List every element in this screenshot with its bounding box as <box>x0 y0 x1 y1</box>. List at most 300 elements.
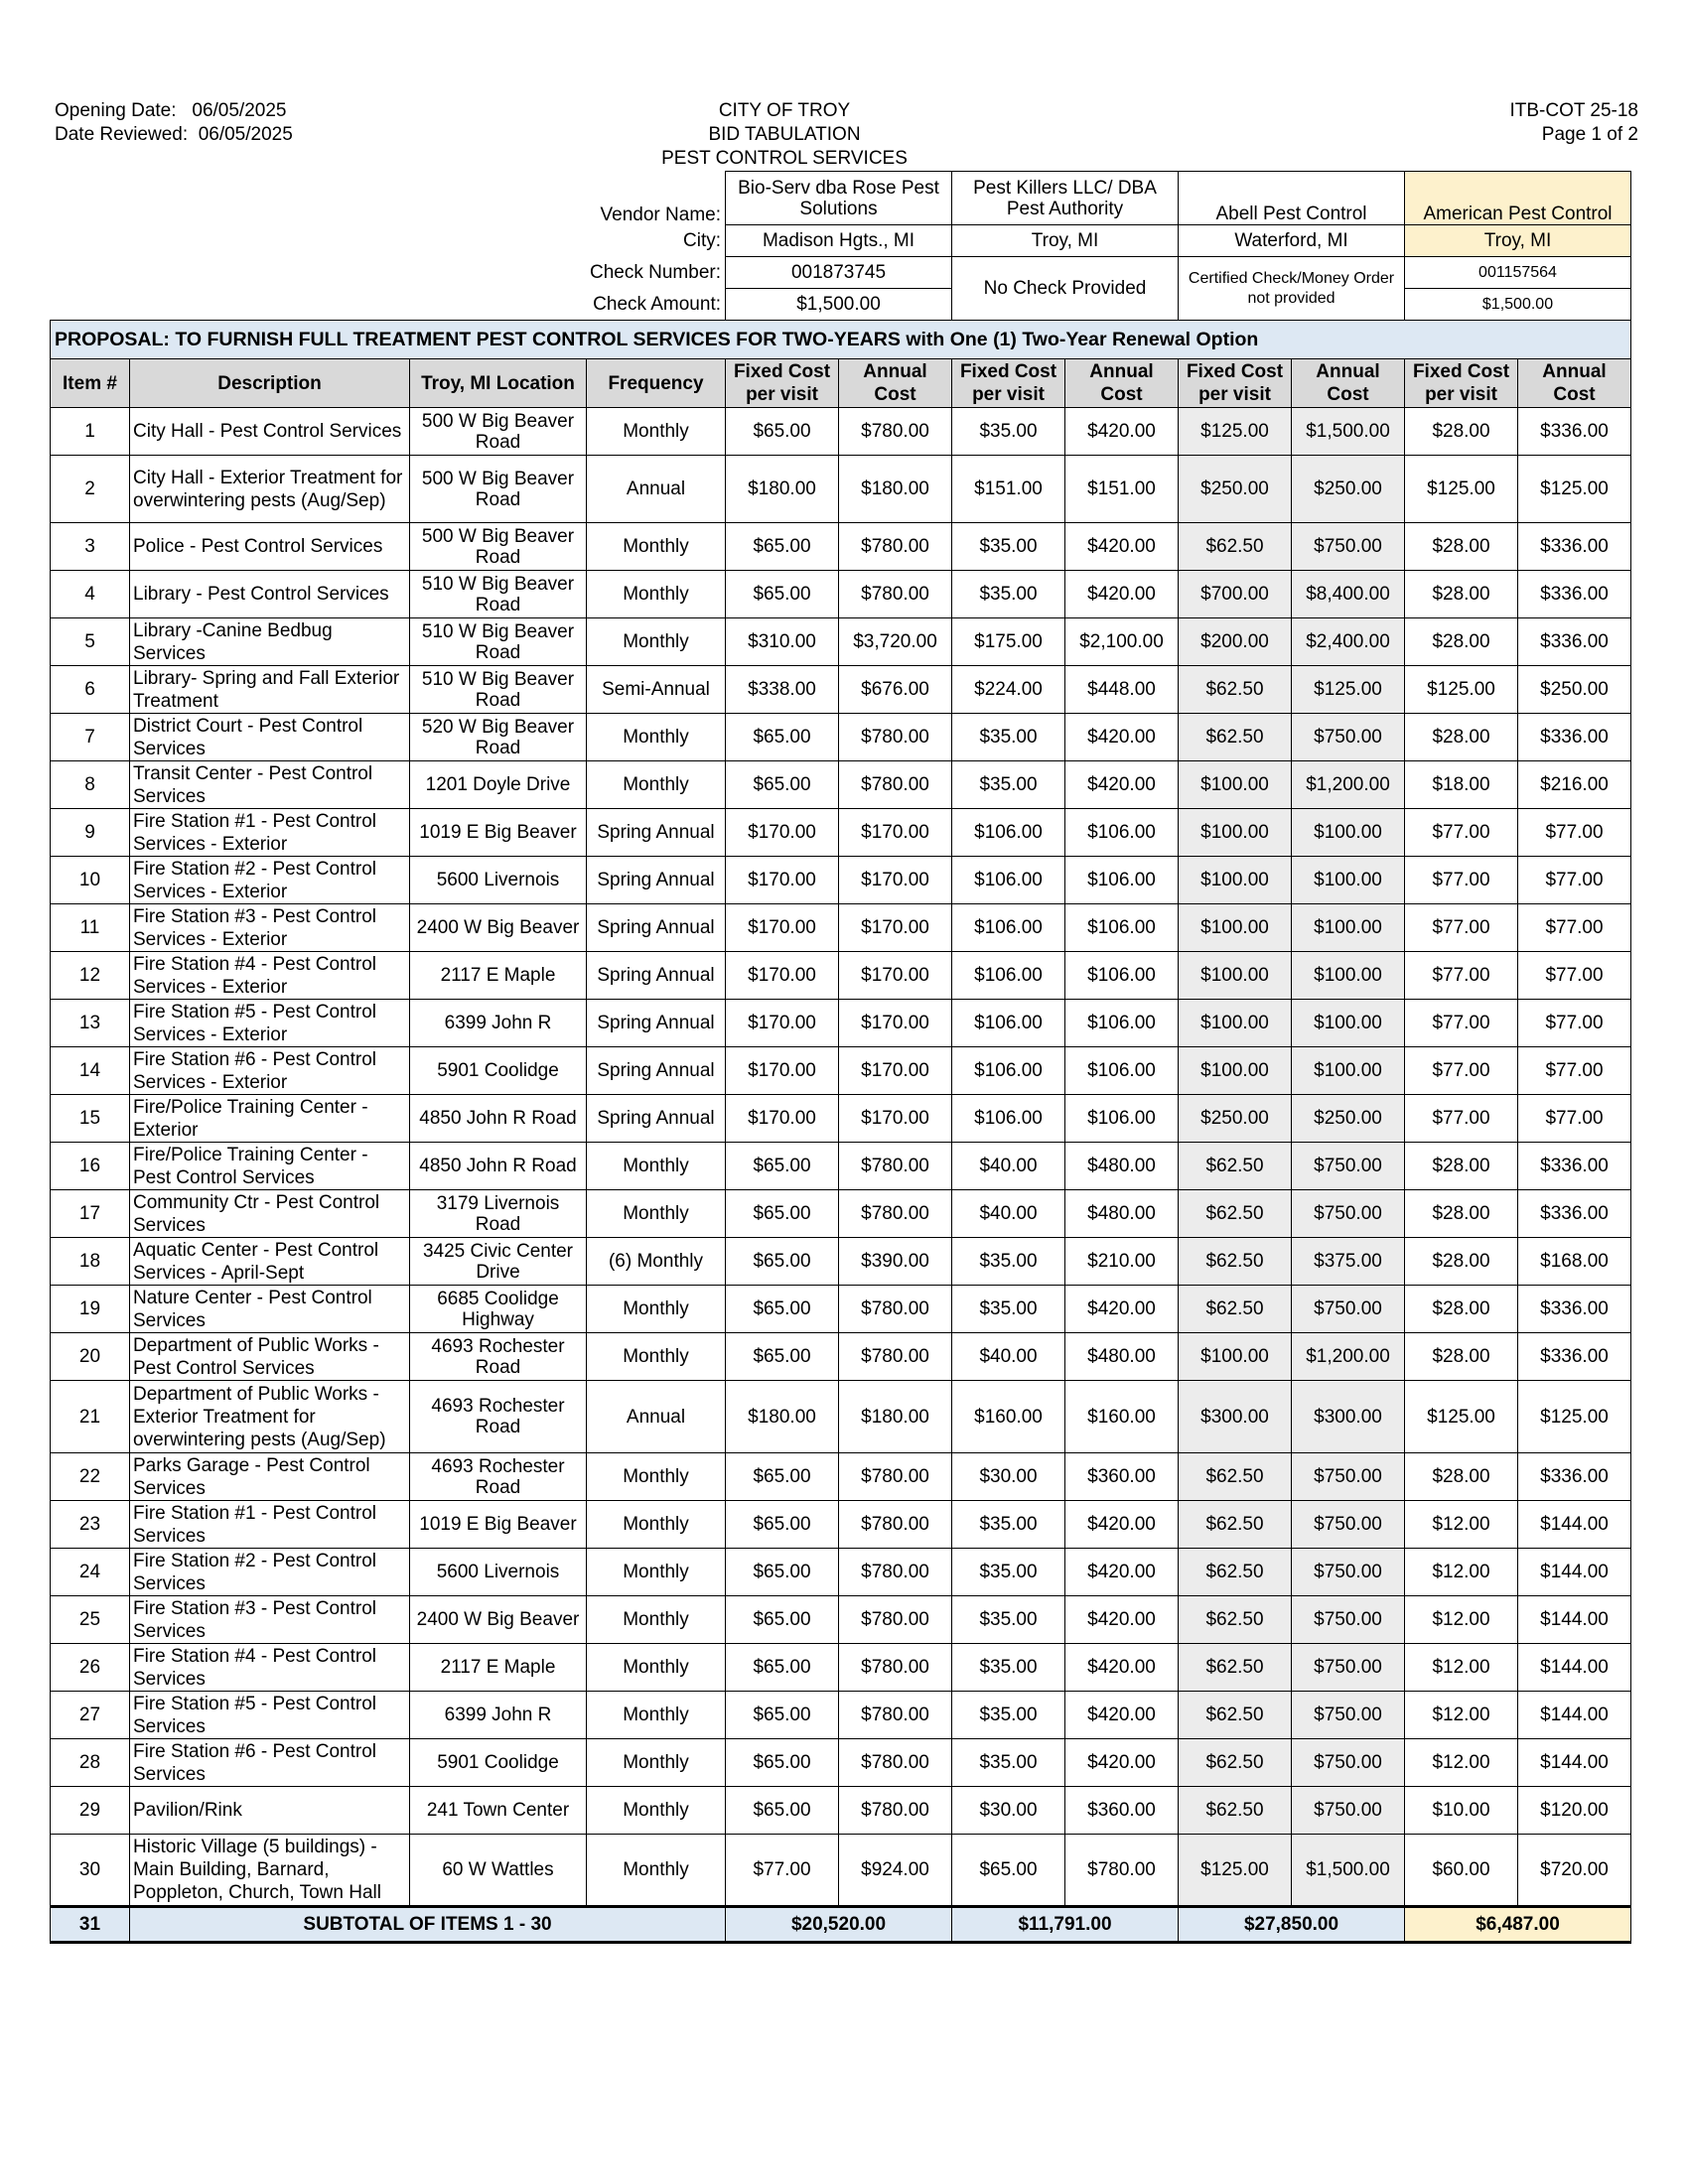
fixed-cost-vendor-4: $28.00 <box>1405 1333 1518 1381</box>
annual-cost-vendor-1: $780.00 <box>839 1190 952 1238</box>
annual-cost-vendor-1: $780.00 <box>839 1787 952 1835</box>
col-frequency: Frequency <box>587 359 726 408</box>
fixed-cost-vendor-1: $77.00 <box>726 1835 839 1907</box>
fixed-cost-vendor-3: $100.00 <box>1179 1333 1292 1381</box>
vendor-city-4: Troy, MI <box>1405 225 1631 257</box>
fixed-cost-vendor-4: $77.00 <box>1405 1000 1518 1047</box>
annual-cost-vendor-1: $676.00 <box>839 666 952 714</box>
fixed-cost-vendor-1: $170.00 <box>726 809 839 857</box>
fixed-cost-vendor-2: $35.00 <box>952 1549 1065 1596</box>
item-frequency: Monthly <box>587 1692 726 1739</box>
fixed-cost-vendor-1: $310.00 <box>726 618 839 666</box>
annual-cost-vendor-3: $750.00 <box>1292 714 1405 761</box>
fixed-cost-vendor-1: $65.00 <box>726 408 839 456</box>
fixed-cost-vendor-3: $62.50 <box>1179 1692 1292 1739</box>
table-row <box>51 1596 1631 1644</box>
annual-cost-vendor-3: $750.00 <box>1292 1453 1405 1501</box>
fixed-cost-vendor-2: $35.00 <box>952 1739 1065 1787</box>
annual-cost-vendor-2: $106.00 <box>1065 857 1179 904</box>
annual-cost-vendor-4: $336.00 <box>1518 714 1631 761</box>
item-number: 19 <box>51 1286 130 1333</box>
fixed-cost-vendor-2: $30.00 <box>952 1787 1065 1835</box>
item-location: 510 W Big Beaver Road <box>410 571 587 618</box>
annual-cost-vendor-1: $780.00 <box>839 1333 952 1381</box>
fixed-cost-vendor-4: $77.00 <box>1405 1095 1518 1143</box>
item-description: Fire Station #4 - Pest Control Services - Exterior <box>130 952 410 1000</box>
item-description: Transit Center - Pest Control Services <box>130 761 410 809</box>
fixed-cost-vendor-4: $77.00 <box>1405 1047 1518 1095</box>
item-description: Department of Public Works - Exterior Treatment for overwintering pests (Aug/Sep) <box>130 1381 410 1453</box>
item-description: District Court - Pest Control Services <box>130 714 410 761</box>
fixed-cost-vendor-3: $62.50 <box>1179 714 1292 761</box>
item-description: Library - Pest Control Services <box>130 571 410 618</box>
fixed-cost-vendor-1: $65.00 <box>726 1739 839 1787</box>
item-number: 1 <box>51 408 130 456</box>
opening-date-label: Opening Date: <box>55 100 177 121</box>
annual-cost-vendor-4: $125.00 <box>1518 1381 1631 1453</box>
item-number: 18 <box>51 1238 130 1286</box>
annual-cost-vendor-1: $780.00 <box>839 1143 952 1190</box>
col-annual-cost-1: Annual Cost <box>839 359 952 408</box>
annual-cost-vendor-4: $77.00 <box>1518 857 1631 904</box>
annual-cost-vendor-1: $924.00 <box>839 1835 952 1907</box>
fixed-cost-vendor-1: $65.00 <box>726 1596 839 1644</box>
item-location: 520 W Big Beaver Road <box>410 714 587 761</box>
fixed-cost-vendor-1: $180.00 <box>726 456 839 523</box>
fixed-cost-vendor-3: $62.50 <box>1179 1286 1292 1333</box>
vendor-check-number-1: 001873745 <box>726 257 952 289</box>
item-description: Library -Canine Bedbug Services <box>130 618 410 666</box>
annual-cost-vendor-1: $780.00 <box>839 1596 952 1644</box>
city-row <box>51 225 1631 257</box>
item-location: 6685 Coolidge Highway <box>410 1286 587 1333</box>
fixed-cost-vendor-4: $125.00 <box>1405 1381 1518 1453</box>
fixed-cost-vendor-3: $100.00 <box>1179 1047 1292 1095</box>
annual-cost-vendor-3: $750.00 <box>1292 1739 1405 1787</box>
annual-cost-vendor-4: $77.00 <box>1518 1047 1631 1095</box>
table-row <box>51 618 1631 666</box>
item-frequency: Monthly <box>587 571 726 618</box>
fixed-cost-vendor-4: $28.00 <box>1405 1453 1518 1501</box>
item-frequency: Monthly <box>587 1596 726 1644</box>
item-number: 16 <box>51 1143 130 1190</box>
annual-cost-vendor-4: $250.00 <box>1518 666 1631 714</box>
fixed-cost-vendor-4: $28.00 <box>1405 523 1518 571</box>
vendor-check-amount-4: $1,500.00 <box>1405 289 1631 321</box>
page-number: Page 1 of 2 <box>1541 124 1638 145</box>
fixed-cost-vendor-4: $28.00 <box>1405 618 1518 666</box>
fixed-cost-vendor-1: $65.00 <box>726 1549 839 1596</box>
item-description: City Hall - Pest Control Services <box>130 408 410 456</box>
item-location: 5901 Coolidge <box>410 1047 587 1095</box>
fixed-cost-vendor-2: $106.00 <box>952 809 1065 857</box>
item-number: 6 <box>51 666 130 714</box>
annual-cost-vendor-3: $100.00 <box>1292 952 1405 1000</box>
annual-cost-vendor-3: $2,400.00 <box>1292 618 1405 666</box>
item-description: Fire Station #2 - Pest Control Services - Exterior <box>130 857 410 904</box>
vendor-check-note-3: Certified Check/Money Order not provided <box>1179 257 1405 321</box>
subtotal-row <box>51 1907 1631 1943</box>
annual-cost-vendor-3: $750.00 <box>1292 1692 1405 1739</box>
dates-block <box>55 99 293 147</box>
fixed-cost-vendor-1: $65.00 <box>726 1692 839 1739</box>
item-number: 15 <box>51 1095 130 1143</box>
fixed-cost-vendor-2: $40.00 <box>952 1190 1065 1238</box>
fixed-cost-vendor-3: $200.00 <box>1179 618 1292 666</box>
item-number: 7 <box>51 714 130 761</box>
table-row <box>51 714 1631 761</box>
col-fixed-cost-3: Fixed Cost per visit <box>1179 359 1292 408</box>
col-description: Description <box>130 359 410 408</box>
fixed-cost-vendor-3: $62.50 <box>1179 1787 1292 1835</box>
annual-cost-vendor-3: $750.00 <box>1292 1644 1405 1692</box>
table-row <box>51 1238 1631 1286</box>
fixed-cost-vendor-4: $10.00 <box>1405 1787 1518 1835</box>
annual-cost-vendor-4: $144.00 <box>1518 1644 1631 1692</box>
annual-cost-vendor-4: $144.00 <box>1518 1692 1631 1739</box>
table-row <box>51 809 1631 857</box>
item-frequency: Monthly <box>587 1143 726 1190</box>
annual-cost-vendor-2: $106.00 <box>1065 809 1179 857</box>
fixed-cost-vendor-2: $106.00 <box>952 857 1065 904</box>
annual-cost-vendor-2: $420.00 <box>1065 523 1179 571</box>
fixed-cost-vendor-4: $18.00 <box>1405 761 1518 809</box>
annual-cost-vendor-1: $170.00 <box>839 1047 952 1095</box>
title-services: PEST CONTROL SERVICES <box>661 148 908 169</box>
item-description: Department of Public Works - Pest Control Services <box>130 1333 410 1381</box>
fixed-cost-vendor-3: $100.00 <box>1179 904 1292 952</box>
item-description: City Hall - Exterior Treatment for overwintering pests (Aug/Sep) <box>130 456 410 523</box>
item-number: 12 <box>51 952 130 1000</box>
fixed-cost-vendor-3: $62.50 <box>1179 666 1292 714</box>
item-frequency: Monthly <box>587 1549 726 1596</box>
table-row <box>51 571 1631 618</box>
item-frequency: Monthly <box>587 408 726 456</box>
table-row <box>51 1047 1631 1095</box>
annual-cost-vendor-1: $780.00 <box>839 1549 952 1596</box>
annual-cost-vendor-1: $780.00 <box>839 1286 952 1333</box>
annual-cost-vendor-4: $125.00 <box>1518 456 1631 523</box>
item-description: Fire Station #1 - Pest Control Services - Exterior <box>130 809 410 857</box>
annual-cost-vendor-2: $420.00 <box>1065 714 1179 761</box>
item-location: 2117 E Maple <box>410 952 587 1000</box>
item-description: Fire Station #6 - Pest Control Services <box>130 1739 410 1787</box>
fixed-cost-vendor-2: $40.00 <box>952 1143 1065 1190</box>
item-number: 10 <box>51 857 130 904</box>
fixed-cost-vendor-4: $12.00 <box>1405 1692 1518 1739</box>
annual-cost-vendor-1: $780.00 <box>839 761 952 809</box>
annual-cost-vendor-4: $336.00 <box>1518 1286 1631 1333</box>
annual-cost-vendor-3: $375.00 <box>1292 1238 1405 1286</box>
table-row <box>51 1644 1631 1692</box>
fixed-cost-vendor-3: $250.00 <box>1179 456 1292 523</box>
fixed-cost-vendor-1: $65.00 <box>726 761 839 809</box>
fixed-cost-vendor-3: $62.50 <box>1179 1644 1292 1692</box>
annual-cost-vendor-1: $170.00 <box>839 952 952 1000</box>
check-number-label: Check Number: <box>590 262 721 283</box>
fixed-cost-vendor-1: $65.00 <box>726 1143 839 1190</box>
item-description: Fire Station #3 - Pest Control Services - Exterior <box>130 904 410 952</box>
check-amount-label: Check Amount: <box>593 293 721 315</box>
fixed-cost-vendor-4: $28.00 <box>1405 1143 1518 1190</box>
item-location: 500 W Big Beaver Road <box>410 456 587 523</box>
item-description: Historic Village (5 buildings) - Main Building, Barnard, Poppleton, Church, Town Hall <box>130 1835 410 1907</box>
item-number: 4 <box>51 571 130 618</box>
item-description: Fire Station #4 - Pest Control Services <box>130 1644 410 1692</box>
item-description: Nature Center - Pest Control Services <box>130 1286 410 1333</box>
annual-cost-vendor-2: $420.00 <box>1065 1644 1179 1692</box>
annual-cost-vendor-2: $420.00 <box>1065 1596 1179 1644</box>
vendor-city-1: Madison Hgts., MI <box>726 225 952 257</box>
fixed-cost-vendor-1: $170.00 <box>726 952 839 1000</box>
item-number: 3 <box>51 523 130 571</box>
annual-cost-vendor-2: $480.00 <box>1065 1333 1179 1381</box>
fixed-cost-vendor-4: $28.00 <box>1405 714 1518 761</box>
item-number: 9 <box>51 809 130 857</box>
fixed-cost-vendor-2: $35.00 <box>952 1644 1065 1692</box>
item-location: 1019 E Big Beaver <box>410 1501 587 1549</box>
annual-cost-vendor-1: $170.00 <box>839 857 952 904</box>
fixed-cost-vendor-2: $35.00 <box>952 1501 1065 1549</box>
annual-cost-vendor-4: $336.00 <box>1518 1143 1631 1190</box>
fixed-cost-vendor-3: $62.50 <box>1179 1143 1292 1190</box>
annual-cost-vendor-1: $180.00 <box>839 456 952 523</box>
item-number: 21 <box>51 1381 130 1453</box>
fixed-cost-vendor-4: $28.00 <box>1405 1190 1518 1238</box>
vendor-check-amount-1: $1,500.00 <box>726 289 952 321</box>
vendor-check-note-2: No Check Provided <box>952 257 1179 321</box>
item-frequency: Semi-Annual <box>587 666 726 714</box>
subtotal-vendor-1: $20,520.00 <box>726 1907 952 1943</box>
fixed-cost-vendor-1: $65.00 <box>726 1286 839 1333</box>
item-description: Pavilion/Rink <box>130 1787 410 1835</box>
reviewed-date-label: Date Reviewed: <box>55 124 189 145</box>
bid-tabulation-table <box>50 171 1631 1944</box>
fixed-cost-vendor-3: $62.50 <box>1179 1549 1292 1596</box>
fixed-cost-vendor-4: $125.00 <box>1405 666 1518 714</box>
annual-cost-vendor-2: $420.00 <box>1065 1739 1179 1787</box>
table-row <box>51 523 1631 571</box>
annual-cost-vendor-2: $106.00 <box>1065 952 1179 1000</box>
fixed-cost-vendor-3: $700.00 <box>1179 571 1292 618</box>
vendor-name-4: American Pest Control <box>1405 172 1631 225</box>
fixed-cost-vendor-3: $62.50 <box>1179 1190 1292 1238</box>
table-row <box>51 1381 1631 1453</box>
reviewed-date: 06/05/2025 <box>198 124 293 145</box>
vendor-city-3: Waterford, MI <box>1179 225 1405 257</box>
item-location: 3179 Livernois Road <box>410 1190 587 1238</box>
fixed-cost-vendor-1: $65.00 <box>726 523 839 571</box>
fixed-cost-vendor-1: $180.00 <box>726 1381 839 1453</box>
item-description: Police - Pest Control Services <box>130 523 410 571</box>
item-description: Fire Station #3 - Pest Control Services <box>130 1596 410 1644</box>
item-frequency: Spring Annual <box>587 1047 726 1095</box>
proposal-text: PROPOSAL: TO FURNISH FULL TREATMENT PEST CONTROL SERVICES FOR TWO-YEARS with One (1) Two-Year Renewal Option <box>51 321 1631 359</box>
title-city: CITY OF TROY <box>718 100 851 121</box>
annual-cost-vendor-3: $1,200.00 <box>1292 1333 1405 1381</box>
annual-cost-vendor-3: $750.00 <box>1292 1143 1405 1190</box>
item-description: Fire Station #2 - Pest Control Services <box>130 1549 410 1596</box>
annual-cost-vendor-1: $170.00 <box>839 1000 952 1047</box>
fixed-cost-vendor-2: $175.00 <box>952 618 1065 666</box>
item-number: 29 <box>51 1787 130 1835</box>
annual-cost-vendor-1: $780.00 <box>839 1692 952 1739</box>
item-location: 4693 Rochester Road <box>410 1453 587 1501</box>
fixed-cost-vendor-2: $65.00 <box>952 1835 1065 1907</box>
document-title <box>596 99 973 171</box>
item-location: 6399 John R <box>410 1692 587 1739</box>
fixed-cost-vendor-2: $106.00 <box>952 1095 1065 1143</box>
fixed-cost-vendor-3: $62.50 <box>1179 1501 1292 1549</box>
fixed-cost-vendor-4: $77.00 <box>1405 809 1518 857</box>
annual-cost-vendor-1: $780.00 <box>839 1644 952 1692</box>
fixed-cost-vendor-4: $12.00 <box>1405 1644 1518 1692</box>
fixed-cost-vendor-1: $170.00 <box>726 1095 839 1143</box>
item-frequency: Monthly <box>587 1835 726 1907</box>
annual-cost-vendor-4: $336.00 <box>1518 1453 1631 1501</box>
annual-cost-vendor-3: $750.00 <box>1292 1286 1405 1333</box>
item-frequency: Monthly <box>587 1739 726 1787</box>
vendor-check-number-4: 001157564 <box>1405 257 1631 289</box>
annual-cost-vendor-4: $336.00 <box>1518 408 1631 456</box>
annual-cost-vendor-1: $170.00 <box>839 904 952 952</box>
fixed-cost-vendor-3: $125.00 <box>1179 408 1292 456</box>
fixed-cost-vendor-3: $62.50 <box>1179 1596 1292 1644</box>
subtotal-vendor-4: $6,487.00 <box>1405 1907 1631 1943</box>
annual-cost-vendor-2: $151.00 <box>1065 456 1179 523</box>
item-location: 2117 E Maple <box>410 1644 587 1692</box>
item-location: 241 Town Center <box>410 1787 587 1835</box>
item-number: 26 <box>51 1644 130 1692</box>
bid-items <box>51 359 1631 1907</box>
vendor-name-row <box>51 172 1631 225</box>
subtotal-label: SUBTOTAL OF ITEMS 1 - 30 <box>130 1907 726 1943</box>
annual-cost-vendor-4: $336.00 <box>1518 1190 1631 1238</box>
proposal-row <box>51 321 1631 359</box>
column-header-row <box>51 359 1631 408</box>
fixed-cost-vendor-2: $35.00 <box>952 1238 1065 1286</box>
annual-cost-vendor-3: $750.00 <box>1292 1549 1405 1596</box>
fixed-cost-vendor-1: $170.00 <box>726 904 839 952</box>
annual-cost-vendor-2: $360.00 <box>1065 1453 1179 1501</box>
annual-cost-vendor-3: $100.00 <box>1292 904 1405 952</box>
annual-cost-vendor-4: $168.00 <box>1518 1238 1631 1286</box>
table-row <box>51 857 1631 904</box>
fixed-cost-vendor-4: $28.00 <box>1405 1238 1518 1286</box>
fixed-cost-vendor-2: $106.00 <box>952 1000 1065 1047</box>
item-frequency: Spring Annual <box>587 809 726 857</box>
col-fixed-cost-4: Fixed Cost per visit <box>1405 359 1518 408</box>
annual-cost-vendor-4: $144.00 <box>1518 1739 1631 1787</box>
item-description: Fire Station #5 - Pest Control Services <box>130 1692 410 1739</box>
fixed-cost-vendor-1: $65.00 <box>726 1190 839 1238</box>
item-number: 17 <box>51 1190 130 1238</box>
item-number: 2 <box>51 456 130 523</box>
item-description: Fire Station #6 - Pest Control Services - Exterior <box>130 1047 410 1095</box>
fixed-cost-vendor-2: $160.00 <box>952 1381 1065 1453</box>
annual-cost-vendor-3: $1,200.00 <box>1292 761 1405 809</box>
annual-cost-vendor-2: $360.00 <box>1065 1787 1179 1835</box>
annual-cost-vendor-4: $144.00 <box>1518 1549 1631 1596</box>
fixed-cost-vendor-2: $40.00 <box>952 1333 1065 1381</box>
item-description: Parks Garage - Pest Control Services <box>130 1453 410 1501</box>
table-row <box>51 1190 1631 1238</box>
item-description: Fire Station #5 - Pest Control Services - Exterior <box>130 1000 410 1047</box>
annual-cost-vendor-4: $336.00 <box>1518 523 1631 571</box>
annual-cost-vendor-2: $210.00 <box>1065 1238 1179 1286</box>
table-row <box>51 1692 1631 1739</box>
annual-cost-vendor-4: $216.00 <box>1518 761 1631 809</box>
subtotal-section <box>51 1907 1631 1943</box>
item-frequency: Spring Annual <box>587 952 726 1000</box>
fixed-cost-vendor-3: $100.00 <box>1179 761 1292 809</box>
item-location: 60 W Wattles <box>410 1835 587 1907</box>
annual-cost-vendor-2: $480.00 <box>1065 1190 1179 1238</box>
annual-cost-vendor-1: $780.00 <box>839 1739 952 1787</box>
item-frequency: Monthly <box>587 523 726 571</box>
annual-cost-vendor-2: $420.00 <box>1065 408 1179 456</box>
item-location: 3425 Civic Center Drive <box>410 1238 587 1286</box>
table-row <box>51 761 1631 809</box>
annual-cost-vendor-2: $106.00 <box>1065 1000 1179 1047</box>
item-location: 1201 Doyle Drive <box>410 761 587 809</box>
annual-cost-vendor-4: $77.00 <box>1518 809 1631 857</box>
fixed-cost-vendor-2: $151.00 <box>952 456 1065 523</box>
fixed-cost-vendor-4: $12.00 <box>1405 1596 1518 1644</box>
item-number: 20 <box>51 1333 130 1381</box>
doc-reference <box>1509 99 1638 147</box>
annual-cost-vendor-2: $106.00 <box>1065 904 1179 952</box>
annual-cost-vendor-3: $250.00 <box>1292 1095 1405 1143</box>
fixed-cost-vendor-1: $65.00 <box>726 571 839 618</box>
subtotal-item-number: 31 <box>51 1907 130 1943</box>
annual-cost-vendor-3: $750.00 <box>1292 1596 1405 1644</box>
annual-cost-vendor-2: $420.00 <box>1065 1286 1179 1333</box>
item-number: 28 <box>51 1739 130 1787</box>
table-row <box>51 1739 1631 1787</box>
annual-cost-vendor-2: $106.00 <box>1065 1047 1179 1095</box>
table-row <box>51 1286 1631 1333</box>
item-number: 5 <box>51 618 130 666</box>
annual-cost-vendor-3: $1,500.00 <box>1292 408 1405 456</box>
item-description: Library- Spring and Fall Exterior Treatment <box>130 666 410 714</box>
item-location: 500 W Big Beaver Road <box>410 523 587 571</box>
annual-cost-vendor-4: $144.00 <box>1518 1501 1631 1549</box>
title-tabulation: BID TABULATION <box>708 124 861 145</box>
fixed-cost-vendor-1: $65.00 <box>726 1787 839 1835</box>
fixed-cost-vendor-4: $77.00 <box>1405 904 1518 952</box>
item-frequency: Monthly <box>587 714 726 761</box>
item-number: 11 <box>51 904 130 952</box>
fixed-cost-vendor-2: $106.00 <box>952 1047 1065 1095</box>
annual-cost-vendor-2: $420.00 <box>1065 1501 1179 1549</box>
fixed-cost-vendor-1: $65.00 <box>726 1501 839 1549</box>
item-description: Aquatic Center - Pest Control Services - April-Sept <box>130 1238 410 1286</box>
item-frequency: Annual <box>587 1381 726 1453</box>
fixed-cost-vendor-1: $170.00 <box>726 857 839 904</box>
annual-cost-vendor-2: $160.00 <box>1065 1381 1179 1453</box>
fixed-cost-vendor-1: $65.00 <box>726 1644 839 1692</box>
item-number: 22 <box>51 1453 130 1501</box>
fixed-cost-vendor-2: $35.00 <box>952 523 1065 571</box>
annual-cost-vendor-2: $106.00 <box>1065 1095 1179 1143</box>
fixed-cost-vendor-4: $12.00 <box>1405 1549 1518 1596</box>
fixed-cost-vendor-3: $62.50 <box>1179 1739 1292 1787</box>
item-location: 5901 Coolidge <box>410 1739 587 1787</box>
annual-cost-vendor-1: $180.00 <box>839 1381 952 1453</box>
vendor-name-2: Pest Killers LLC/ DBA Pest Authority <box>952 172 1179 225</box>
item-description: Community Ctr - Pest Control Services <box>130 1190 410 1238</box>
